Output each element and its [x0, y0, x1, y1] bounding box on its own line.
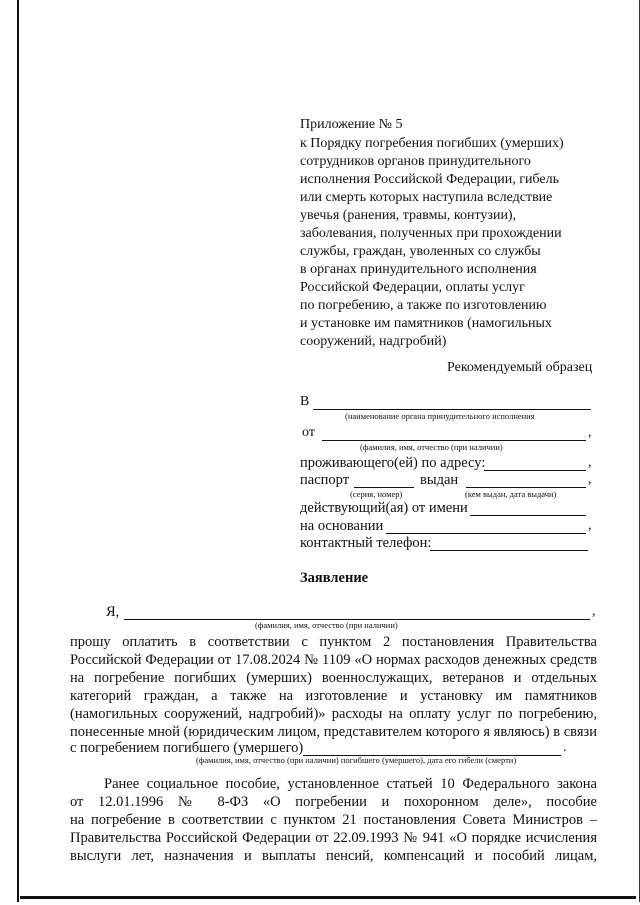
from-comma: , — [588, 425, 592, 440]
paragraph-line: понесенные мной (юридическим лицом, представителем которого я являюсь) в связи — [70, 724, 597, 740]
sample-label: Рекомендуемый образец — [447, 360, 593, 375]
appendix-line: к Порядку погребения погибших (умерших) — [300, 136, 564, 151]
to-caption: (наименование органа принудительного исполнения — [345, 411, 535, 421]
address-label: проживающего(ей) по адресу: — [300, 455, 486, 471]
appendix-line: исполнения Российской Федерации, гибель — [300, 172, 559, 187]
acting-label: действующий(ая) от имени — [300, 500, 468, 516]
statement-title: Заявление — [300, 570, 369, 586]
paragraph-line: на погребение в соответствии с пунктом 21 постановления Совета Министров – — [70, 812, 597, 828]
appendix-line: по погребению, а также по изготовлению — [300, 298, 547, 313]
passport-number-field[interactable] — [354, 487, 414, 488]
basis-label: на основании — [300, 518, 384, 534]
deceased-caption: (фамилия, имя, отчество (при наличии) погибшего (умершего), дата его гибели (смерти) — [196, 755, 517, 765]
appendix-line: в органах принудительного исполнения — [300, 262, 537, 277]
paragraph-line: на погребение погибших (умерших) военнослужащих, ветеранов и отдельных — [70, 670, 597, 686]
phone-field[interactable] — [430, 550, 588, 551]
issued-label: выдан — [420, 472, 459, 488]
phone-label: контактный телефон: — [300, 535, 432, 551]
appendix-line: сотрудников органов принудительного — [300, 154, 531, 169]
address-field[interactable] — [484, 470, 586, 471]
passport-issued-field[interactable] — [466, 487, 586, 488]
paragraph-line: Российской Федерации от 17.08.2024 № 1109 «О нормах расходов денежных средств — [70, 652, 597, 668]
acting-field[interactable] — [470, 515, 586, 516]
paragraph-line: Правительства Российской Федерации от 22.09.1993 № 941 «О порядке исчисления — [70, 830, 597, 846]
paragraph-line: категорий граждан, а также на изготовление и установку им памятников — [70, 688, 597, 704]
from-field[interactable] — [322, 440, 586, 441]
applicant-comma: , — [592, 604, 596, 619]
to-field[interactable] — [313, 409, 591, 410]
deceased-period: . — [563, 740, 567, 755]
passport-caption-1: (серия, номер) — [350, 489, 403, 499]
passport-comma: , — [588, 472, 592, 487]
paragraph-line: от 12.01.1996 № 8-ФЗ «О погребении и похоронном деле», пособие — [70, 794, 597, 810]
from-caption: (фамилия, имя, отчество (при наличии) — [360, 442, 503, 452]
appendix-line: Приложение № 5 — [300, 117, 403, 132]
appendix-line: или смерть которых наступила вследствие — [300, 190, 553, 205]
to-label: В — [300, 394, 310, 409]
paragraph-line: прошу оплатить в соответствии с пунктом 2 постановления Правительства — [70, 634, 597, 650]
from-label: от — [302, 425, 315, 440]
bottom-rule — [20, 896, 636, 899]
appendix-line: Российской Федерации, оплаты услуг — [300, 280, 525, 295]
basis-comma: , — [588, 518, 592, 533]
appendix-line: службы, граждан, уволенных со службы — [300, 244, 541, 259]
appendix-line: сооружений, надгробий) — [300, 334, 447, 349]
basis-field[interactable] — [386, 533, 586, 534]
paragraph-line: с погребением погибшего (умершего) — [70, 740, 304, 756]
appendix-line: и установке им памятников (намогильных — [300, 316, 552, 331]
passport-label: паспорт — [300, 472, 350, 488]
appendix-line: заболевания, полученных при прохождении — [300, 226, 562, 241]
paragraph-line: выслуги лет, назначения и выплаты пенсий, компенсаций и пособий лицам, — [70, 848, 597, 864]
passport-caption-2: (кем выдан, дата выдачи) — [465, 489, 557, 499]
address-comma: , — [588, 455, 592, 470]
paragraph-line: (намогильных сооружений, надгробий)» расходы на оплату услуг по погребению, — [70, 706, 597, 722]
i-caption: (фамилия, имя, отчество (при наличии) — [255, 620, 398, 630]
i-label: Я, — [106, 604, 120, 620]
paragraph-line: Ранее социальное пособие, установленное статьей 10 Федерального закона — [104, 776, 597, 792]
appendix-line: увечья (ранения, травмы, контузии), — [300, 208, 517, 223]
